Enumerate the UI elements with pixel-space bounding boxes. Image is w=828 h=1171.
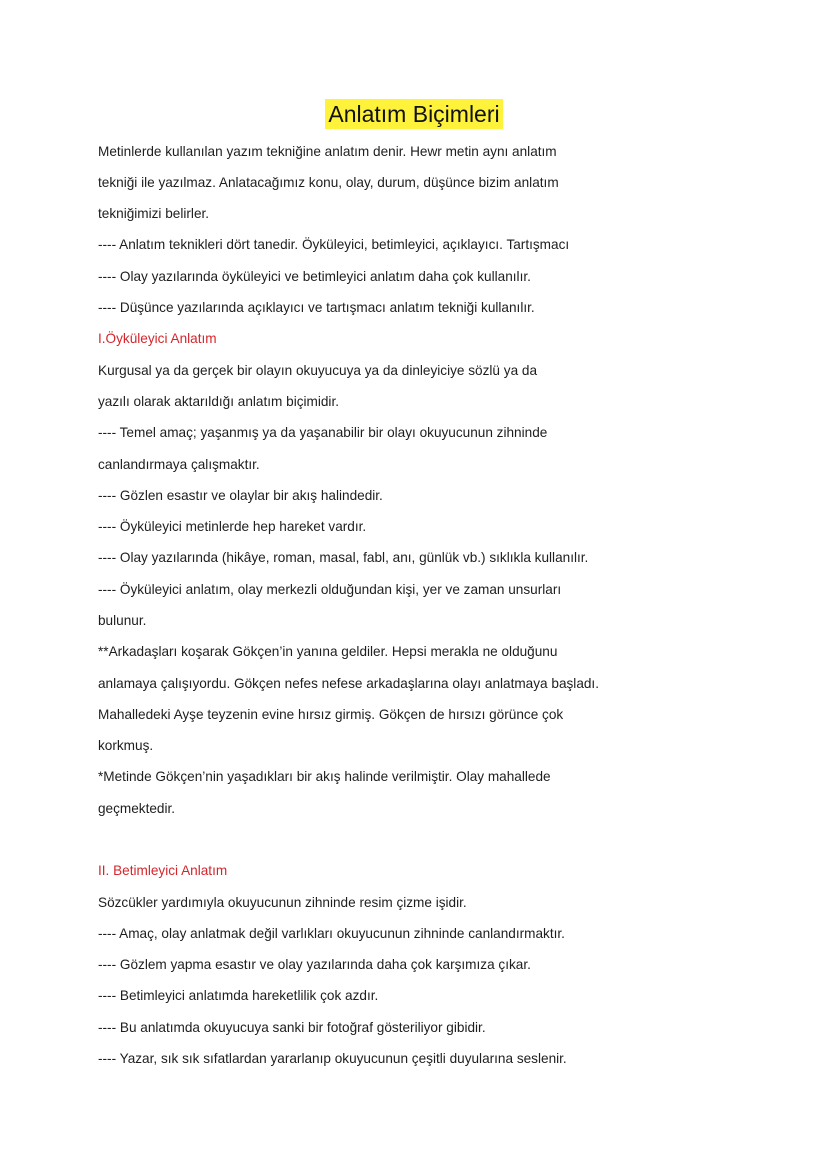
example-line: **Arkadaşları koşarak Gökçen’in yanına geldiler. Hepsi merakla ne olduğunu (98, 644, 558, 659)
paragraph-line: canlandırmaya çalışmaktır. (98, 457, 260, 472)
paragraph-line: bulunur. (98, 613, 147, 628)
example-line: anlamaya çalışıyordu. Gökçen nefes nefese arkadaşlarına olayı anlatmaya başladı. (98, 676, 599, 691)
bullet-line: ---- Yazar, sık sık sıfatlardan yararlanıp okuyucunun çeşitli duyularına seslenir. (98, 1051, 567, 1066)
bullet-line: ---- Anlatım teknikleri dört tanedir. Öyküleyici, betimleyici, açıklayıcı. Tartışmacı (98, 237, 570, 252)
bullet-line: ---- Gözlem yapma esastır ve olay yazılarında daha çok karşımıza çıkar. (98, 957, 531, 972)
title-container (0, 99, 828, 129)
bullet-line: ---- Betimleyici anlatımda hareketlilik çok azdır. (98, 988, 379, 1003)
note-line: geçmektedir. (98, 801, 176, 816)
bullet-line: ---- Amaç, olay anlatmak değil varlıkları okuyucunun zihninde canlandırmaktır. (98, 926, 565, 941)
note-line: *Metinde Gökçen’nin yaşadıkları bir akış halinde verilmiştir. Olay mahallede (98, 769, 551, 784)
page-title: Anlatım Biçimleri (325, 99, 502, 129)
bullet-line: ---- Öyküleyici anlatım, olay merkezli olduğundan kişi, yer ve zaman unsurları (98, 582, 562, 597)
bullet-line: ---- Bu anlatımda okuyucuya sanki bir fotoğraf gösteriliyor gibidir. (98, 1020, 486, 1035)
example-line: Mahalledeki Ayşe teyzenin evine hırsız girmiş. Gökçen de hırsızı görünce çok (98, 707, 564, 722)
paragraph-line: Sözcükler yardımıyla okuyucunun zihninde resim çizme işidir. (98, 895, 467, 910)
paragraph-line: tekniği ile yazılmaz. Anlatacağımız konu, olay, durum, düşünce bizim anlatım (98, 175, 559, 190)
bullet-line: ---- Düşünce yazılarında açıklayıcı ve tartışmacı anlatım tekniği kullanılır. (98, 300, 535, 315)
paragraph-line: tekniğimizi belirler. (98, 206, 210, 221)
paragraph-line: Metinlerde kullanılan yazım tekniğine anlatım denir. Hewr metin aynı anlatım (98, 144, 557, 159)
paragraph-line: yazılı olarak aktarıldığı anlatım biçimidir. (98, 394, 340, 409)
bullet-line: ---- Gözlen esastır ve olaylar bir akış halindedir. (98, 488, 383, 503)
bullet-line: ---- Olay yazılarında (hikâye, roman, masal, fabl, anı, günlük vb.) sıklıkla kullanılır. (98, 550, 589, 565)
bullet-line: ---- Temel amaç; yaşanmış ya da yaşanabilir bir olayı okuyucunun zihninde (98, 425, 548, 440)
section-heading-2: II. Betimleyici Anlatım (98, 863, 228, 878)
bullet-line: ---- Öyküleyici metinlerde hep hareket vardır. (98, 519, 367, 534)
paragraph-line: Kurgusal ya da gerçek bir olayın okuyucuya ya da dinleyiciye sözlü ya da (98, 363, 538, 378)
example-line: korkmuş. (98, 738, 154, 753)
bullet-line: ---- Olay yazılarında öyküleyici ve betimleyici anlatım daha çok kullanılır. (98, 269, 531, 284)
section-heading-1: I.Öyküleyici Anlatım (98, 331, 217, 346)
